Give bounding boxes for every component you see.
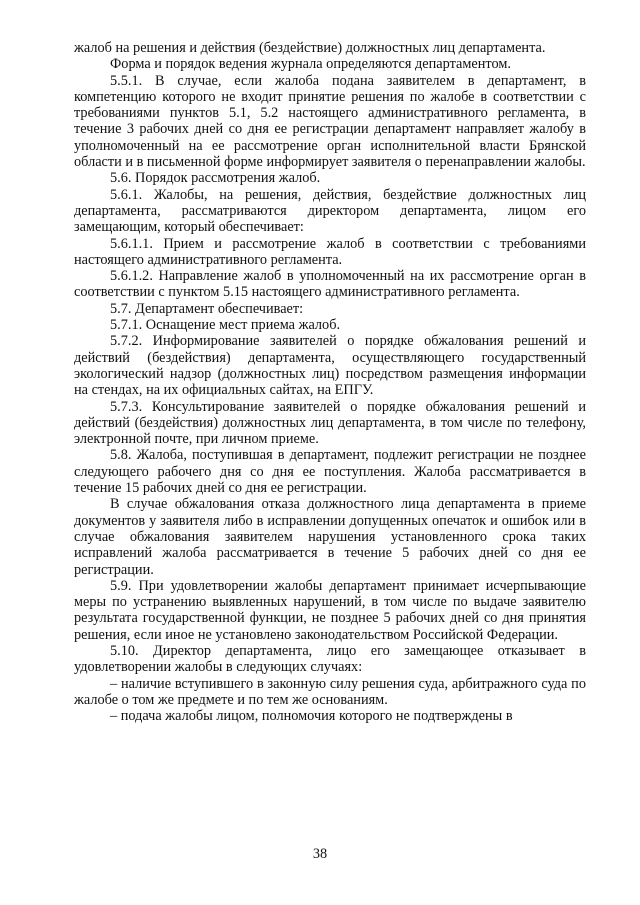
paragraph: 5.7. Департамент обеспечивает:	[110, 300, 304, 317]
paragraph: 5.8. Жалоба, поступившая в департамент, подлежит регистрации не позднее следующего рабочего дня со дня ее поступления. Жалоба рассматривается в течение 15 рабочих дней со дня ее регистрации.	[74, 447, 586, 497]
paragraph: жалоб на решения и действия (бездействие) должностных лиц департамента.	[74, 40, 546, 56]
paragraph: 5.6.1. Жалобы, на решения, действия, бездействие должностных лиц департамента, рассматриваются директором департамента, лицом его замещающим, который обеспечивает:	[74, 186, 586, 236]
paragraph: 5.6. Порядок рассмотрения жалоб.	[110, 170, 321, 187]
paragraph: 5.7.1. Оснащение мест приема жалоб.	[110, 317, 341, 334]
paragraph: 5.5.1. В случае, если жалоба подана заявителем в департамент, в компетенцию которого не входит принятие решения по жалобе в соответствии с требованиями пунктов 5.1, 5.2 настоящего административного регламента, в течение 3 рабочих дней со дня ее регистрации департамент направляет жалобу в уполномоченный на ее рассмотрение орган исполнительной власти Брянской области и в письменной форме информирует заявителя о перенаправлении жалобы.	[74, 72, 586, 171]
paragraph: 5.7.3. Консультирование заявителей о порядке обжалования решений и действий (бездействия) должностных лиц департамента, в том числе по телефону, электронной почте, при личном приеме.	[74, 398, 586, 448]
document-page	[74, 40, 586, 724]
paragraph: 5.6.1.2. Направление жалоб в уполномоченный на их рассмотрение орган в соответствии с пунктом 5.15 настоящего административного регламента.	[74, 268, 586, 301]
paragraph: 5.10. Директор департамента, лицо его замещающее отказывает в удовлетворении жалобы в следующих случаях:	[74, 642, 586, 676]
list-item: – наличие вступившего в законную силу решения суда, арбитражного суда по жалобе о том же предмете и по тем же основаниям.	[74, 675, 586, 708]
paragraph: Форма и порядок ведения журнала определяются департаментом.	[110, 56, 511, 73]
paragraph: В случае обжалования отказа должностного лица департамента в приеме документов у заявителя либо в исправлении допущенных опечаток и ошибок или в случае обжалования заявителем нарушения установленного срока таких исправлений жалоба рассматривается в течение 5 рабочих дней со дня ее регистрации.	[74, 496, 586, 578]
paragraph: 5.6.1.1. Прием и рассмотрение жалоб в соответствии с требованиями настоящего административного регламента.	[74, 235, 586, 268]
paragraph: 5.7.2. Информирование заявителей о порядке обжалования решений и действий (бездействия) департамента, осуществляющего государственный экологический надзор (должностных лиц) посредством размещения информации на стендах, на их официальных сайтах, на ЕПГУ.	[74, 333, 586, 399]
page-number: 38	[312, 846, 328, 862]
list-item: – подача жалобы лицом, полномочия которого не подтверждены в	[110, 708, 513, 725]
paragraph: 5.9. При удовлетворении жалобы департамент принимает исчерпывающие меры по устранению выявленных нарушений, в том числе по выдаче заявителю результата государственной функции, не позднее 5 рабочих дней со дня принятия решения, если иное не установлено законодательством Российской Федерации.	[74, 577, 586, 643]
